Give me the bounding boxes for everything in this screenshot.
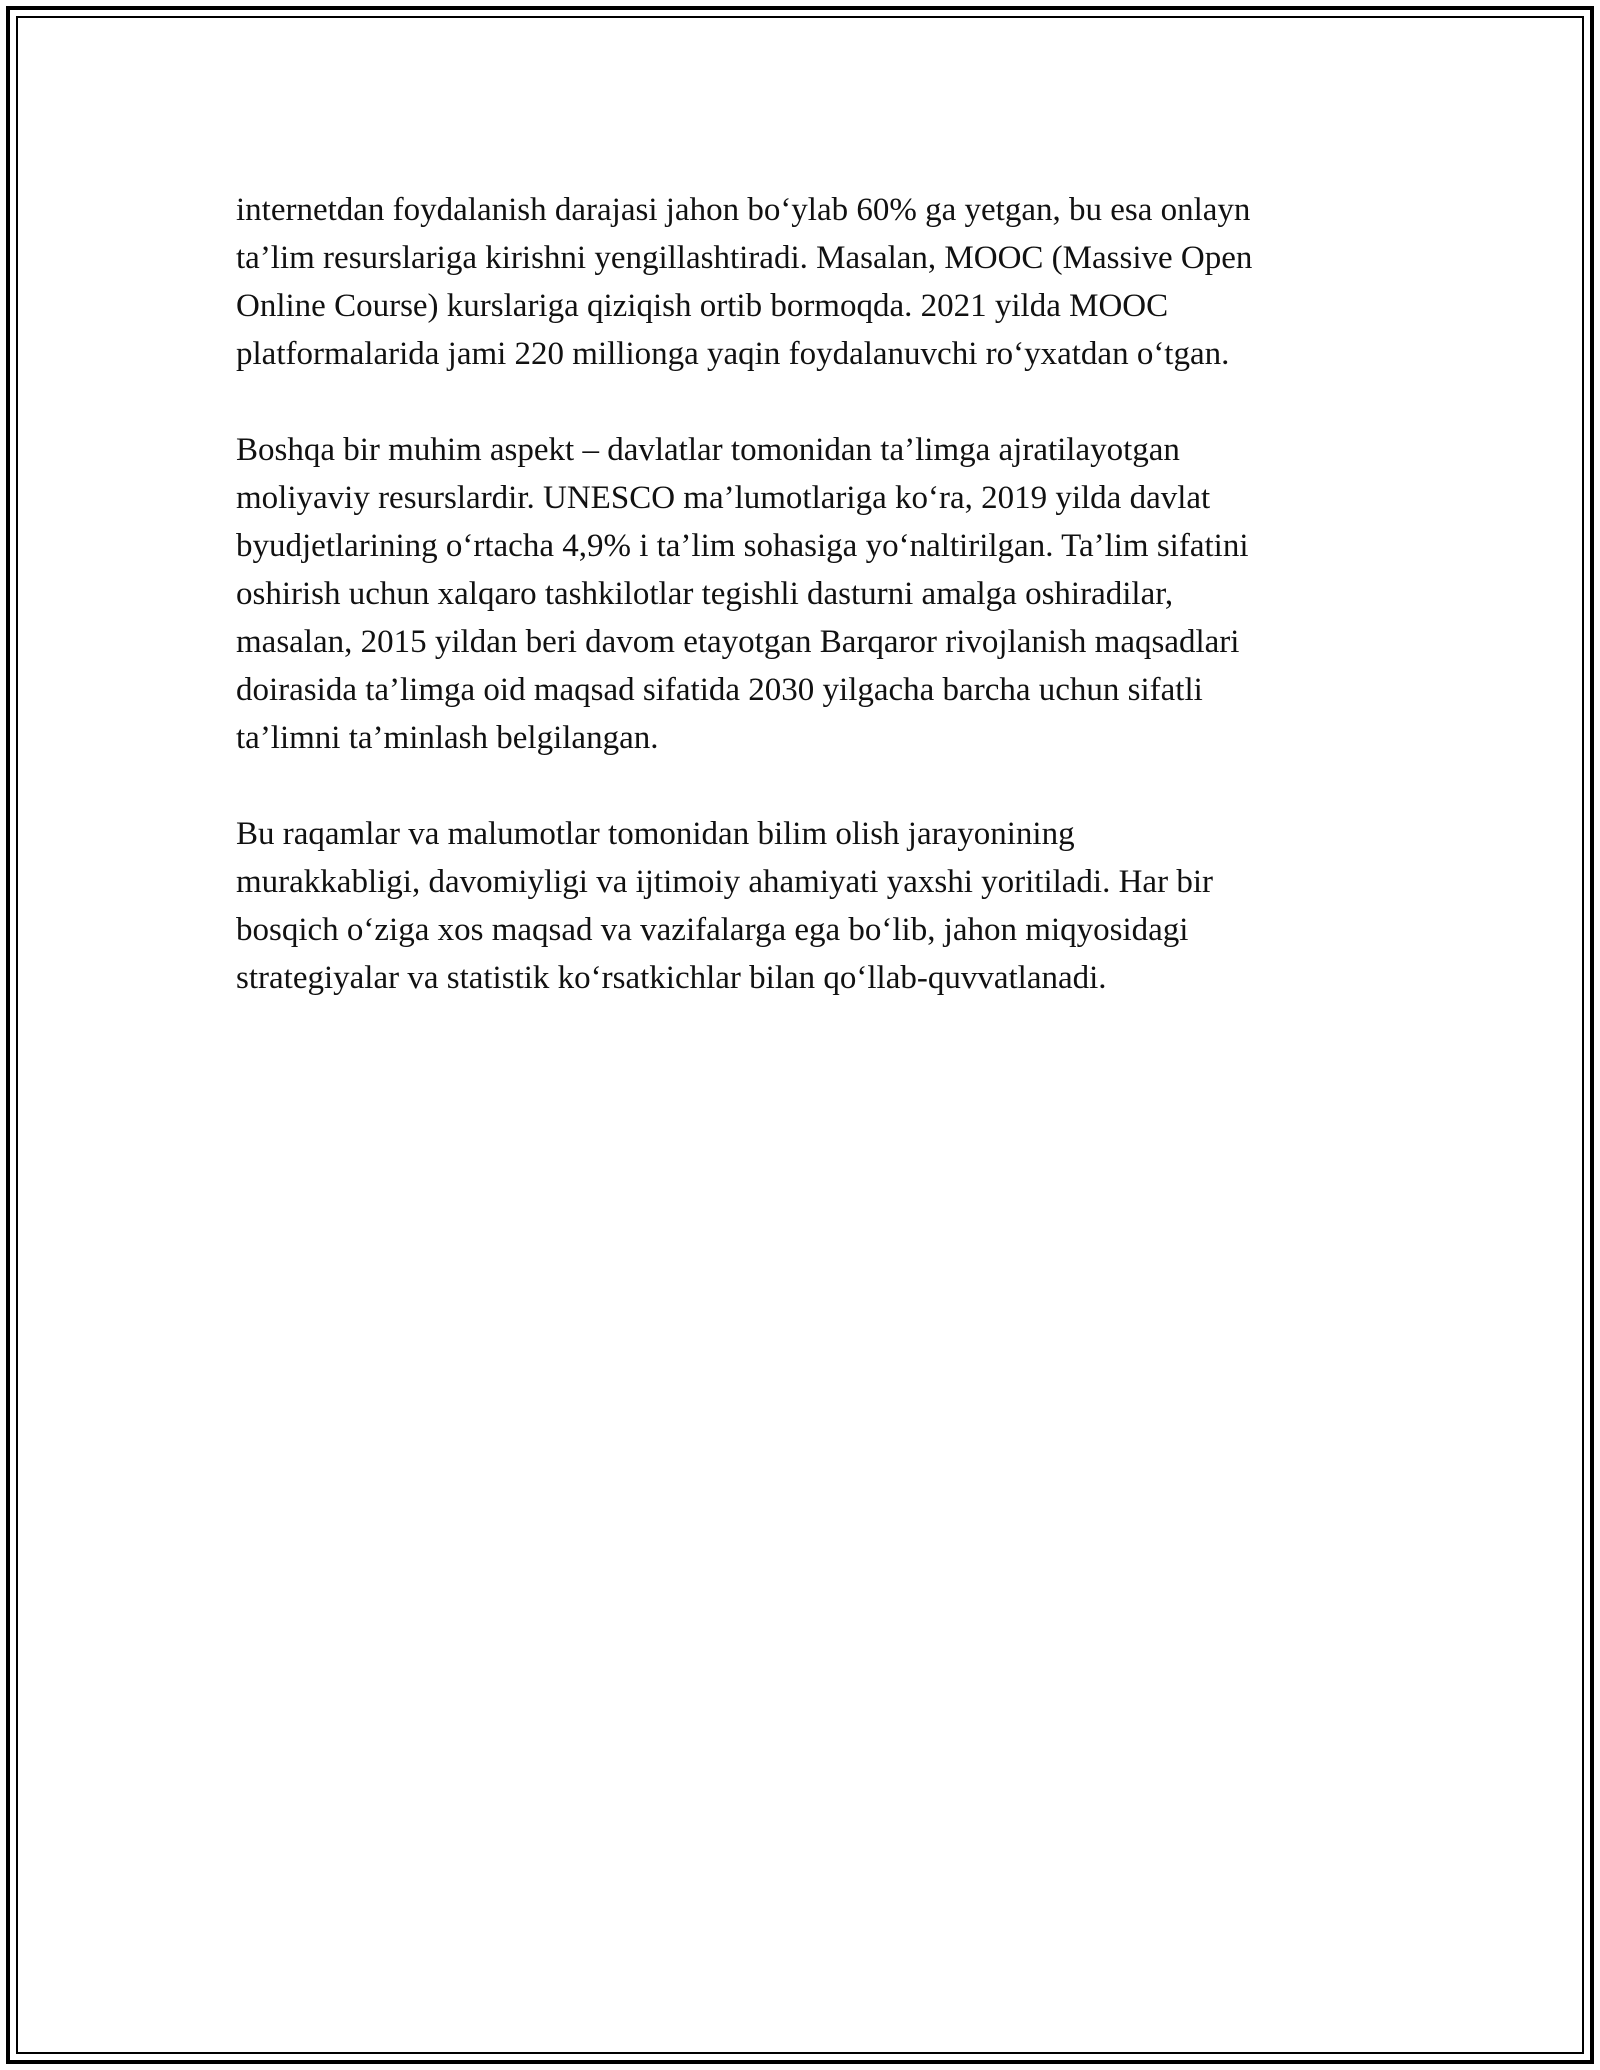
text-line: masalan, 2015 yildan beri davom etayotgan Barqaror rivojlanish maqsadlari [236, 624, 1240, 660]
text-line: bosqich o‘ziga xos maqsad va vazifalarga ega bo‘lib, jahon miqyosidagi [236, 912, 1189, 948]
paragraph-1 [236, 186, 1366, 378]
text-line: oshirish uchun xalqaro tashkilotlar tegishli dasturni amalga oshiradilar, [236, 576, 1174, 612]
text-line: murakkabligi, davomiyligi va ijtimoiy ahamiyati yaxshi yoritiladi. Har bir [236, 864, 1213, 900]
paragraph-2 [236, 426, 1366, 762]
text-line: internetdan foydalanish darajasi jahon bo‘ylab 60% ga yetgan, bu esa onlayn [236, 192, 1251, 228]
text-line: doirasida ta’limga oid maqsad sifatida 2030 yilgacha barcha uchun sifatli [236, 672, 1203, 708]
document-body [236, 186, 1366, 1050]
text-line: Online Course) kurslariga qiziqish ortib bormoqda. 2021 yilda MOOC [236, 288, 1169, 324]
text-line: ta’limni ta’minlash belgilangan. [236, 720, 659, 756]
text-line: moliyaviy resurslardir. UNESCO ma’lumotlariga ko‘ra, 2019 yilda davlat [236, 480, 1211, 516]
text-line: Bu raqamlar va malumotlar tomonidan bilim olish jarayonining [236, 816, 1075, 852]
text-line: strategiyalar va statistik ko‘rsatkichlar bilan qo‘llab-quvvatlanadi. [236, 960, 1107, 996]
text-line: Boshqa bir muhim aspekt – davlatlar tomonidan ta’limga ajratilayotgan [236, 432, 1180, 468]
paragraph-3 [236, 810, 1366, 1002]
text-line: platformalarida jami 220 millionga yaqin foydalanuvchi ro‘yxatdan o‘tgan. [236, 336, 1230, 372]
text-line: ta’lim resurslariga kirishni yengillashtiradi. Masalan, MOOC (Massive Open [236, 240, 1253, 276]
text-line: byudjetlarining o‘rtacha 4,9% i ta’lim sohasiga yo‘naltirilgan. Ta’lim sifatini [236, 528, 1249, 564]
